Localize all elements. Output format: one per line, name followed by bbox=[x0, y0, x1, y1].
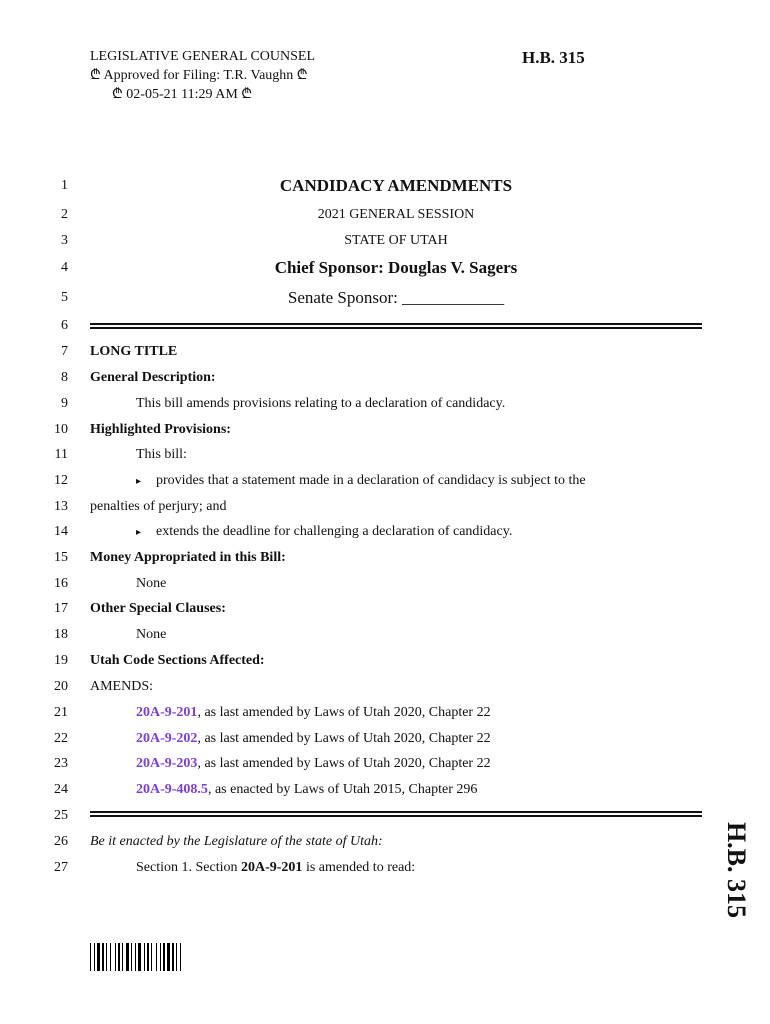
line-number: 3 bbox=[61, 233, 68, 248]
code-section-link[interactable]: 20A-9-203 bbox=[136, 756, 198, 771]
side-bill-text: H.B. 315 bbox=[722, 821, 751, 919]
session-line: 2021 GENERAL SESSION bbox=[317, 207, 475, 222]
provision-text: provides that a statement made in a declaration of candidacy is subject to the bbox=[156, 473, 586, 488]
divider-rule bbox=[90, 323, 702, 329]
line-number: 4 bbox=[61, 260, 68, 275]
section-heading bbox=[136, 860, 415, 876]
line-number: 25 bbox=[54, 808, 68, 823]
general-description-heading: General Description: bbox=[90, 370, 216, 385]
code-section-link[interactable]: 20A-9-201 bbox=[136, 705, 198, 720]
code-sections-heading: Utah Code Sections Affected: bbox=[90, 653, 265, 668]
code-section-item bbox=[136, 705, 491, 721]
line-number: 13 bbox=[54, 499, 68, 514]
line-number: 10 bbox=[54, 422, 68, 437]
line-number: 24 bbox=[54, 782, 68, 797]
line-number: 19 bbox=[54, 653, 68, 668]
line-number: 8 bbox=[61, 370, 68, 385]
section-suffix: is amended to read: bbox=[302, 860, 416, 875]
bill-number: H.B. 315 bbox=[522, 48, 585, 67]
line-number: 9 bbox=[61, 396, 68, 411]
line-number: 11 bbox=[54, 447, 68, 462]
state-line: STATE OF UTAH bbox=[344, 233, 448, 248]
line-number: 2 bbox=[61, 207, 68, 222]
line-number: 18 bbox=[54, 627, 68, 642]
timestamp-line: ₾ 02-05-21 11:29 AM ₾ bbox=[112, 87, 253, 102]
long-title-heading: LONG TITLE bbox=[90, 344, 178, 359]
other-clauses-heading: Other Special Clauses: bbox=[90, 601, 226, 616]
code-section-note: , as last amended by Laws of Utah 2020, Chapter 22 bbox=[197, 705, 491, 720]
side-bill-label bbox=[706, 820, 766, 920]
other-none: None bbox=[136, 627, 167, 642]
line-number: 12 bbox=[54, 473, 68, 488]
line-number: 16 bbox=[54, 576, 68, 591]
line-number: 6 bbox=[61, 318, 68, 333]
enacting-clause: Be it enacted by the Legislature of the state of Utah: bbox=[90, 834, 383, 849]
description-text: This bill amends provisions relating to a declaration of candidacy. bbox=[136, 396, 506, 411]
chief-sponsor: Chief Sponsor: Douglas V. Sagers bbox=[274, 258, 518, 277]
highlighted-provisions-heading: Highlighted Provisions: bbox=[90, 422, 231, 437]
section-prefix: Section 1. Section bbox=[136, 860, 241, 875]
section-code: 20A-9-201 bbox=[241, 860, 303, 875]
line-number: 7 bbox=[61, 344, 68, 359]
money-none: None bbox=[136, 576, 167, 591]
amends-label: AMENDS: bbox=[90, 679, 154, 694]
line-number: 20 bbox=[54, 679, 68, 694]
provision-continuation: penalties of perjury; and bbox=[90, 499, 227, 514]
line-number: 22 bbox=[54, 731, 68, 746]
code-section-note: , as last amended by Laws of Utah 2020, Chapter 22 bbox=[197, 731, 491, 746]
code-section-link[interactable]: 20A-9-408.5 bbox=[136, 782, 208, 797]
line-number: 14 bbox=[54, 524, 68, 539]
bullet-icon: ▸ bbox=[136, 476, 142, 487]
line-number: 17 bbox=[54, 601, 68, 616]
code-section-item bbox=[136, 731, 491, 747]
this-bill-text: This bill: bbox=[136, 447, 187, 462]
provision-item bbox=[136, 524, 512, 540]
barcode bbox=[90, 943, 230, 971]
bullet-icon: ▸ bbox=[136, 527, 142, 538]
provision-item bbox=[136, 473, 586, 489]
line-number: 15 bbox=[54, 550, 68, 565]
money-appropriated-heading: Money Appropriated in this Bill: bbox=[90, 550, 286, 565]
divider-rule bbox=[90, 811, 702, 817]
code-section-link[interactable]: 20A-9-202 bbox=[136, 731, 198, 746]
line-number: 27 bbox=[54, 860, 68, 875]
bill-title: CANDIDACY AMENDMENTS bbox=[279, 176, 513, 195]
line-number: 1 bbox=[61, 178, 68, 193]
provision-text: extends the deadline for challenging a declaration of candidacy. bbox=[156, 524, 513, 539]
office-name: LEGISLATIVE GENERAL COUNSEL bbox=[90, 49, 316, 64]
code-section-note: , as enacted by Laws of Utah 2015, Chapter 296 bbox=[207, 782, 478, 797]
line-number: 23 bbox=[54, 756, 68, 771]
line-number: 21 bbox=[54, 705, 68, 720]
line-number: 5 bbox=[61, 290, 68, 305]
code-section-note: , as last amended by Laws of Utah 2020, Chapter 22 bbox=[197, 756, 491, 771]
senate-sponsor: Senate Sponsor: ____________ bbox=[287, 288, 505, 307]
approval-line: ₾ Approved for Filing: T.R. Vaughn ₾ bbox=[90, 68, 308, 83]
line-number: 26 bbox=[54, 834, 68, 849]
code-section-item bbox=[136, 782, 477, 798]
code-section-item bbox=[136, 756, 491, 772]
